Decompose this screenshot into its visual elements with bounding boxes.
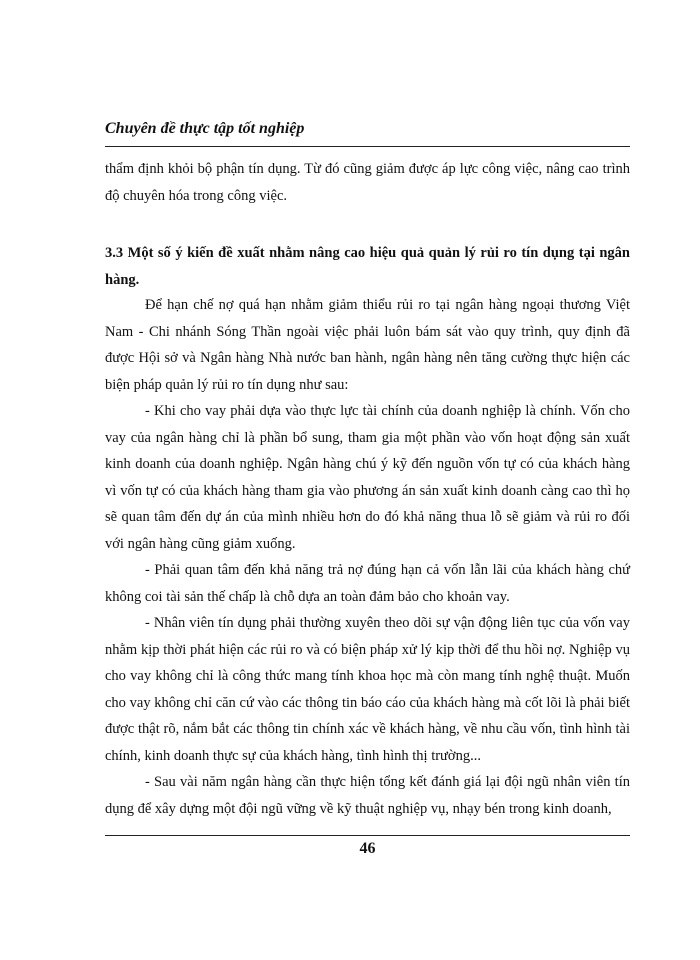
section-heading: 3.3 Một số ý kiến đề xuất nhằm nâng cao hiệu quả quản lý rủi ro tín dụng tại ngân hàng. [105,245,630,288]
paragraph-staff-review: - Sau vài năm ngân hàng cần thực hiện tổng kết đánh giá lại đội ngũ nhân viên tín dụng để xây dựng một đội ngũ vững về kỹ thuật nghiệp vụ, nhạy bén trong kinh doanh, [105,774,630,817]
continuation-paragraph [105,156,630,209]
paragraph-intro: Để hạn chế nợ quá hạn nhằm giảm thiểu rủi ro tại ngân hàng ngoại thương Việt Nam - Chi nhánh Sóng Thần ngoài việc phải luôn bám sát vào quy trình, quy định đã được Hội sở và Ngân hàng Nhà nước ban hành, ngân hàng nên tăng cường thực hiện các biện pháp quản lý rủi ro tín dụng như sau: [105,297,630,393]
page-number: 46 [359,840,376,857]
paragraph-repayment: - Phải quan tâm đến khả năng trả nợ đúng hạn cả vốn lẫn lãi của khách hàng chứ không coi tài sản thế chấp là chỗ dựa an toàn đảm bảo cho khoản vay. [105,562,630,605]
continuation-text: thẩm định khỏi bộ phận tín dụng. Từ đó cũng giảm được áp lực công việc, nâng cao trình độ chuyên hóa trong công việc. [105,161,630,204]
page-header-title: Chuyên đề thực tập tốt nghiệp [105,120,305,137]
paragraph-monitoring: - Nhân viên tín dụng phải thường xuyên theo dõi sự vận động liên tục của vốn vay nhằm kịp thời phát hiện các rủi ro và có biện pháp xử lý kịp thời để thu hồi nợ. Nghiệp vụ cho vay không chỉ là công thức mang tính khoa học mà còn mang tính nghệ thuật. Muốn cho vay không chỉ căn cứ vào các thông tin báo cáo của khách hàng mà cốt lõi là phải biết được thật rõ, nắm bắt các thông tin chính xác về khách hàng, về nhu cầu vốn, tình hình tài chính, kinh doanh thực sự của khách hàng, tình hình thị trường... [105,615,630,764]
footer-divider [105,835,630,836]
section-body [105,292,630,822]
header-divider [105,146,630,147]
paragraph-financial-capacity: - Khi cho vay phải dựa vào thực lực tài chính của doanh nghiệp là chính. Vốn cho vay của ngân hàng chỉ là phần bổ sung, tham gia một phần vào vốn hoạt động sản xuất kinh doanh của doanh nghiệp. Ngân hàng chú ý kỹ đến nguồn vốn tự có của khách hàng vì vốn tự có của khách hàng tham gia vào phương án sản xuất kinh doanh càng cao thì họ sẽ quan tâm đến dự án của mình nhiều hơn do đó khả năng thua lỗ sẽ giảm và rủi ro đối với ngân hàng cũng giảm xuống. [105,403,630,552]
